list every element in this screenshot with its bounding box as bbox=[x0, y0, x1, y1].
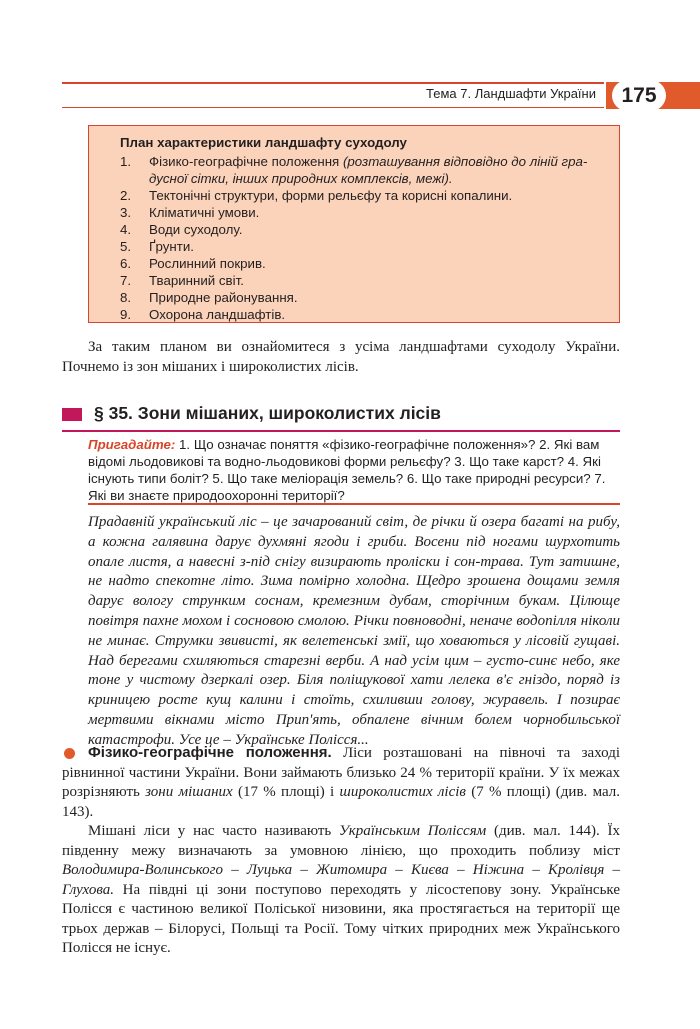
page-number: 175 bbox=[612, 80, 666, 111]
section-marker bbox=[62, 408, 82, 421]
remember-text: 1. Що означає поняття «фізико-географічне положення»? 2. Які вам відомі льодовикові та водно-льодовикові форми рельєфу? 3. Що таке карст? 4. Які існують типи боліт? 5. Що таке меліорація земель? 6. Що таке природні ресурси? 7. Які ви знаєте природоохоронні території? bbox=[88, 437, 606, 503]
plan-item: 3. Кліматичні умови. bbox=[120, 205, 260, 220]
plan-item: 5. Ґрунти. bbox=[120, 239, 194, 254]
plan-item: 7. Тваринний світ. bbox=[120, 273, 244, 288]
section-title: § 35. Зони мішаних, широколистих лісів bbox=[94, 403, 441, 423]
plan-item: 9. Охорона ландшафтів. bbox=[120, 307, 286, 322]
plan-box bbox=[88, 125, 620, 323]
remember-block bbox=[88, 436, 620, 504]
plan-item: 6. Рослинний покрив. bbox=[120, 256, 266, 271]
plan-title: План характеристики ландшафту суходолу bbox=[120, 135, 407, 150]
plan-item: 1. Фізико-географічне положення (розташування відповідно до ліній гра-дусної сітки, інших природних комплексів, межі). bbox=[120, 154, 588, 186]
section-rule bbox=[62, 430, 620, 432]
plan-item: 4. Води суходолу. bbox=[120, 222, 243, 237]
plan-item: 8. Природне районування. bbox=[120, 290, 298, 305]
header-rule-bottom bbox=[62, 107, 604, 108]
intro-paragraph: За таким планом ви ознайомитеся з усіма ландшафтами суходолу України. Почнемо із зон мішаних і широколистих лісів. bbox=[62, 339, 620, 375]
polissia-paragraph: Мішані ліси у нас часто називають Українським Поліссям (див. мал. 144). Їх південну межу визначають за умовною лінією, що проходить поблизу міст Володимира-Волинського – Луцька – Житомира – Києва – Ніжина – Кролівця – Глухова. На півдні ці зони поступово переходять у лісостепову зону. Українське Полісся є частиною великої Поліської низовини, яка простягається на території ще трьох держав – Білорусі, Польщі та Росії. Тому чітких природних меж Українського Полісся не існує. bbox=[62, 823, 620, 956]
plan-item: 2. Тектонічні структури, форми рельєфу та корисні копалини. bbox=[120, 188, 513, 203]
plan-list bbox=[120, 153, 607, 323]
remember-label: Пригадайте: bbox=[88, 437, 176, 452]
position-heading: Фізико-географічне положення. bbox=[88, 744, 332, 761]
position-paragraph: Фізико-географічне положення. Ліси розташовані на півночі та заході рівнинної частини України. Вони займають близько 24 % території країни. У їх межах розрізняють зони мішаних (17 % площі) і широколистих лісів (7 % площі) (див. мал. 143). bbox=[62, 744, 620, 820]
remember-rule bbox=[88, 503, 620, 505]
topic-title: Тема 7. Ландшафти України bbox=[426, 86, 596, 101]
narrative-paragraph: Прадавній український ліс – це зачарований світ, де річки й озера багаті на рибу, а кожна галявина дарує духмяні ягоди і гриби. Восени під ногами шурхотить опале листя, а навесні з-під снігу визирають проліски і сон-трава. Тут затишне, не надто спекотне літо. Зима помірно холодна. Щедро зрошена дощами земля дарує вологу струнким соснам, кремезним дубам, сторічним букам. Цілюще повітря пахне мохом і сосновою смолою. Річки повноводні, неначе водопілля ніколи не минає. Струмки звивисті, як велетенські змії, що ховаються у лісовій гущаві. Над берегами схиляються старезні верби. А над усім цим – густо-синє небо, яке тоне у чистому дзеркалі озер. Біля поліщукової хати лелека в'є гніздо, поряд із криницею росте кущ калини і стоїть, схиливши голову, журавель. І позирає мертвими вікнами місто Прип'ять, обпалене вічним болем чорнобильської катастрофи. Усе це – Українське Полісся... bbox=[88, 514, 620, 748]
header-rule-top bbox=[62, 82, 604, 84]
